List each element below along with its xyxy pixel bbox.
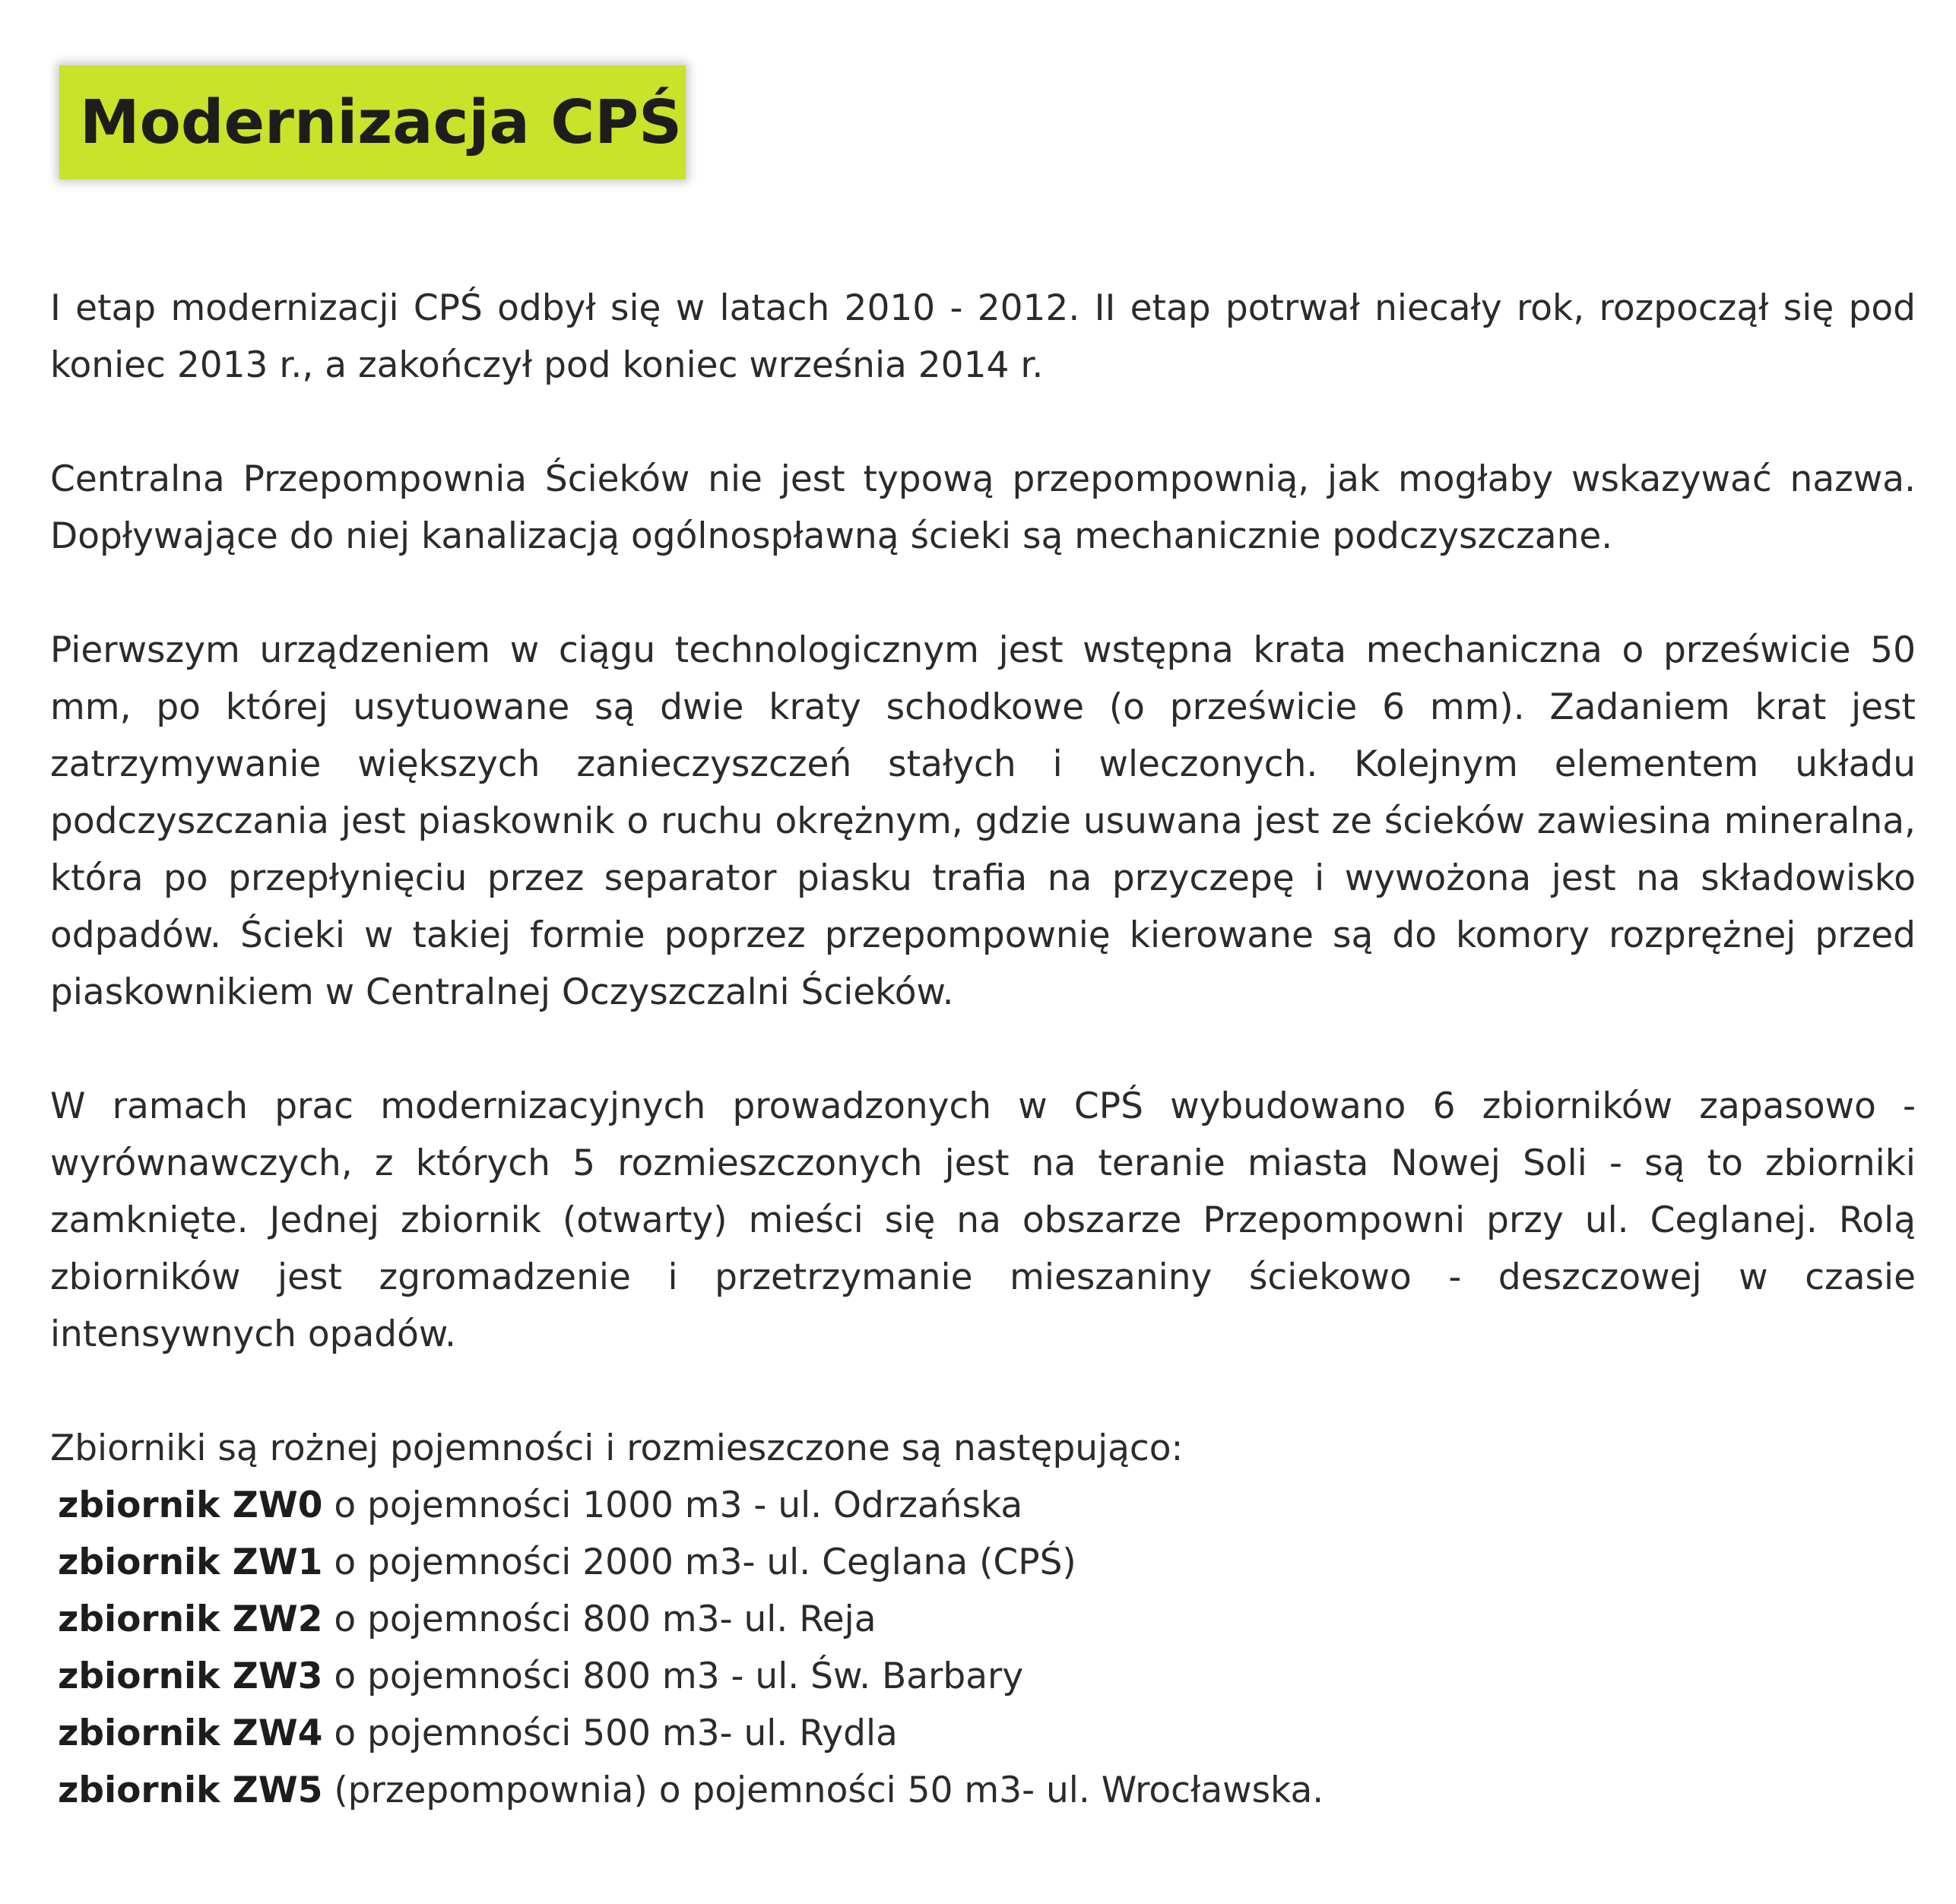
paragraph-tanks: W ramach prac modernizacyjnych prowadzonych w CPŚ wybudowano 6 zbiorników zapasowo - wyrównawczych, z których 5 rozmieszczonych jest na teranie miasta Nowej Soli - są to zbiorniki zamknięte. Jednej zbiornik (otwarty) mieści się na obszarze Przepompowni przy ul. Ceglanej. Rolą zbiorników jest zgromadzenie i przetrzymanie mieszaniny ściekowo - deszczowej w czasie intensywnych opadów. xyxy=(50,1085,1916,1355)
paragraph-technology: Pierwszym urządzeniem w ciągu technologicznym jest wstępna krata mechaniczna o prześwicie 50 mm, po której usytuowane są dwie kraty schodkowe (o prześwicie 6 mm). Zadaniem krat jest zatrzymywanie większych zanieczyszczeń stałych i wleczonych. Kolejnym elementem układu podczyszczania jest piaskownik o ruchu okrężnym, gdzie usuwana jest ze ścieków zawiesina mineralna, która po przepłynięciu przez separator piasku trafia na przyczepę i wywożona jest na składowisko odpadów. Ścieki w takiej formie poprzez przepompownię kierowane są do komory rozprężnej przed piaskownikiem w Centralnej Oczyszczalni Ścieków. xyxy=(50,629,1916,1013)
tank-description: o pojemności 500 m3- ul. Rydla xyxy=(322,1712,898,1754)
tank-description: (przepompownia) o pojemności 50 m3- ul. Wrocławska. xyxy=(322,1769,1324,1811)
tank-name: zbiornik ZW2 xyxy=(58,1598,323,1640)
title-banner xyxy=(59,65,686,179)
tank-name: zbiornik ZW5 xyxy=(58,1769,323,1811)
tank-list xyxy=(50,1477,1916,1819)
tank-item xyxy=(50,1762,1916,1819)
tank-item xyxy=(50,1648,1916,1705)
tank-item xyxy=(50,1534,1916,1591)
tank-description: o pojemności 800 m3- ul. Reja xyxy=(322,1598,877,1640)
page-title: Modernizacja CPŚ xyxy=(80,87,683,157)
tank-description: o pojemności 1000 m3 - ul. Odrzańska xyxy=(322,1484,1023,1526)
tank-item xyxy=(50,1705,1916,1762)
paragraph-stages: I etap modernizacji CPŚ odbył się w latach 2010 - 2012. II etap potrwał niecały rok, rozpoczął się pod koniec 2013 r., a zakończył pod koniec września 2014 r. xyxy=(50,287,1916,386)
paragraph-pumping-station: Centralna Przepompownia Ścieków nie jest typową przepompownią, jak mogłaby wskazywać nazwa. Dopływające do niej kanalizacją ogólnospławną ścieki są mechanicznie podczyszczane. xyxy=(50,458,1916,557)
tank-name: zbiornik ZW1 xyxy=(58,1541,323,1583)
tank-description: o pojemności 800 m3 - ul. Św. Barbary xyxy=(322,1655,1024,1697)
tank-list-intro: Zbiorniki są rożnej pojemności i rozmieszczone są następująco: xyxy=(50,1427,1184,1469)
tank-item xyxy=(50,1477,1916,1534)
tank-item xyxy=(50,1591,1916,1648)
tank-description: o pojemności 2000 m3- ul. Ceglana (CPŚ) xyxy=(322,1541,1076,1583)
document-body xyxy=(50,280,1916,1819)
tank-name: zbiornik ZW4 xyxy=(58,1712,323,1754)
tank-name: zbiornik ZW0 xyxy=(58,1484,323,1526)
tank-name: zbiornik ZW3 xyxy=(58,1655,323,1697)
